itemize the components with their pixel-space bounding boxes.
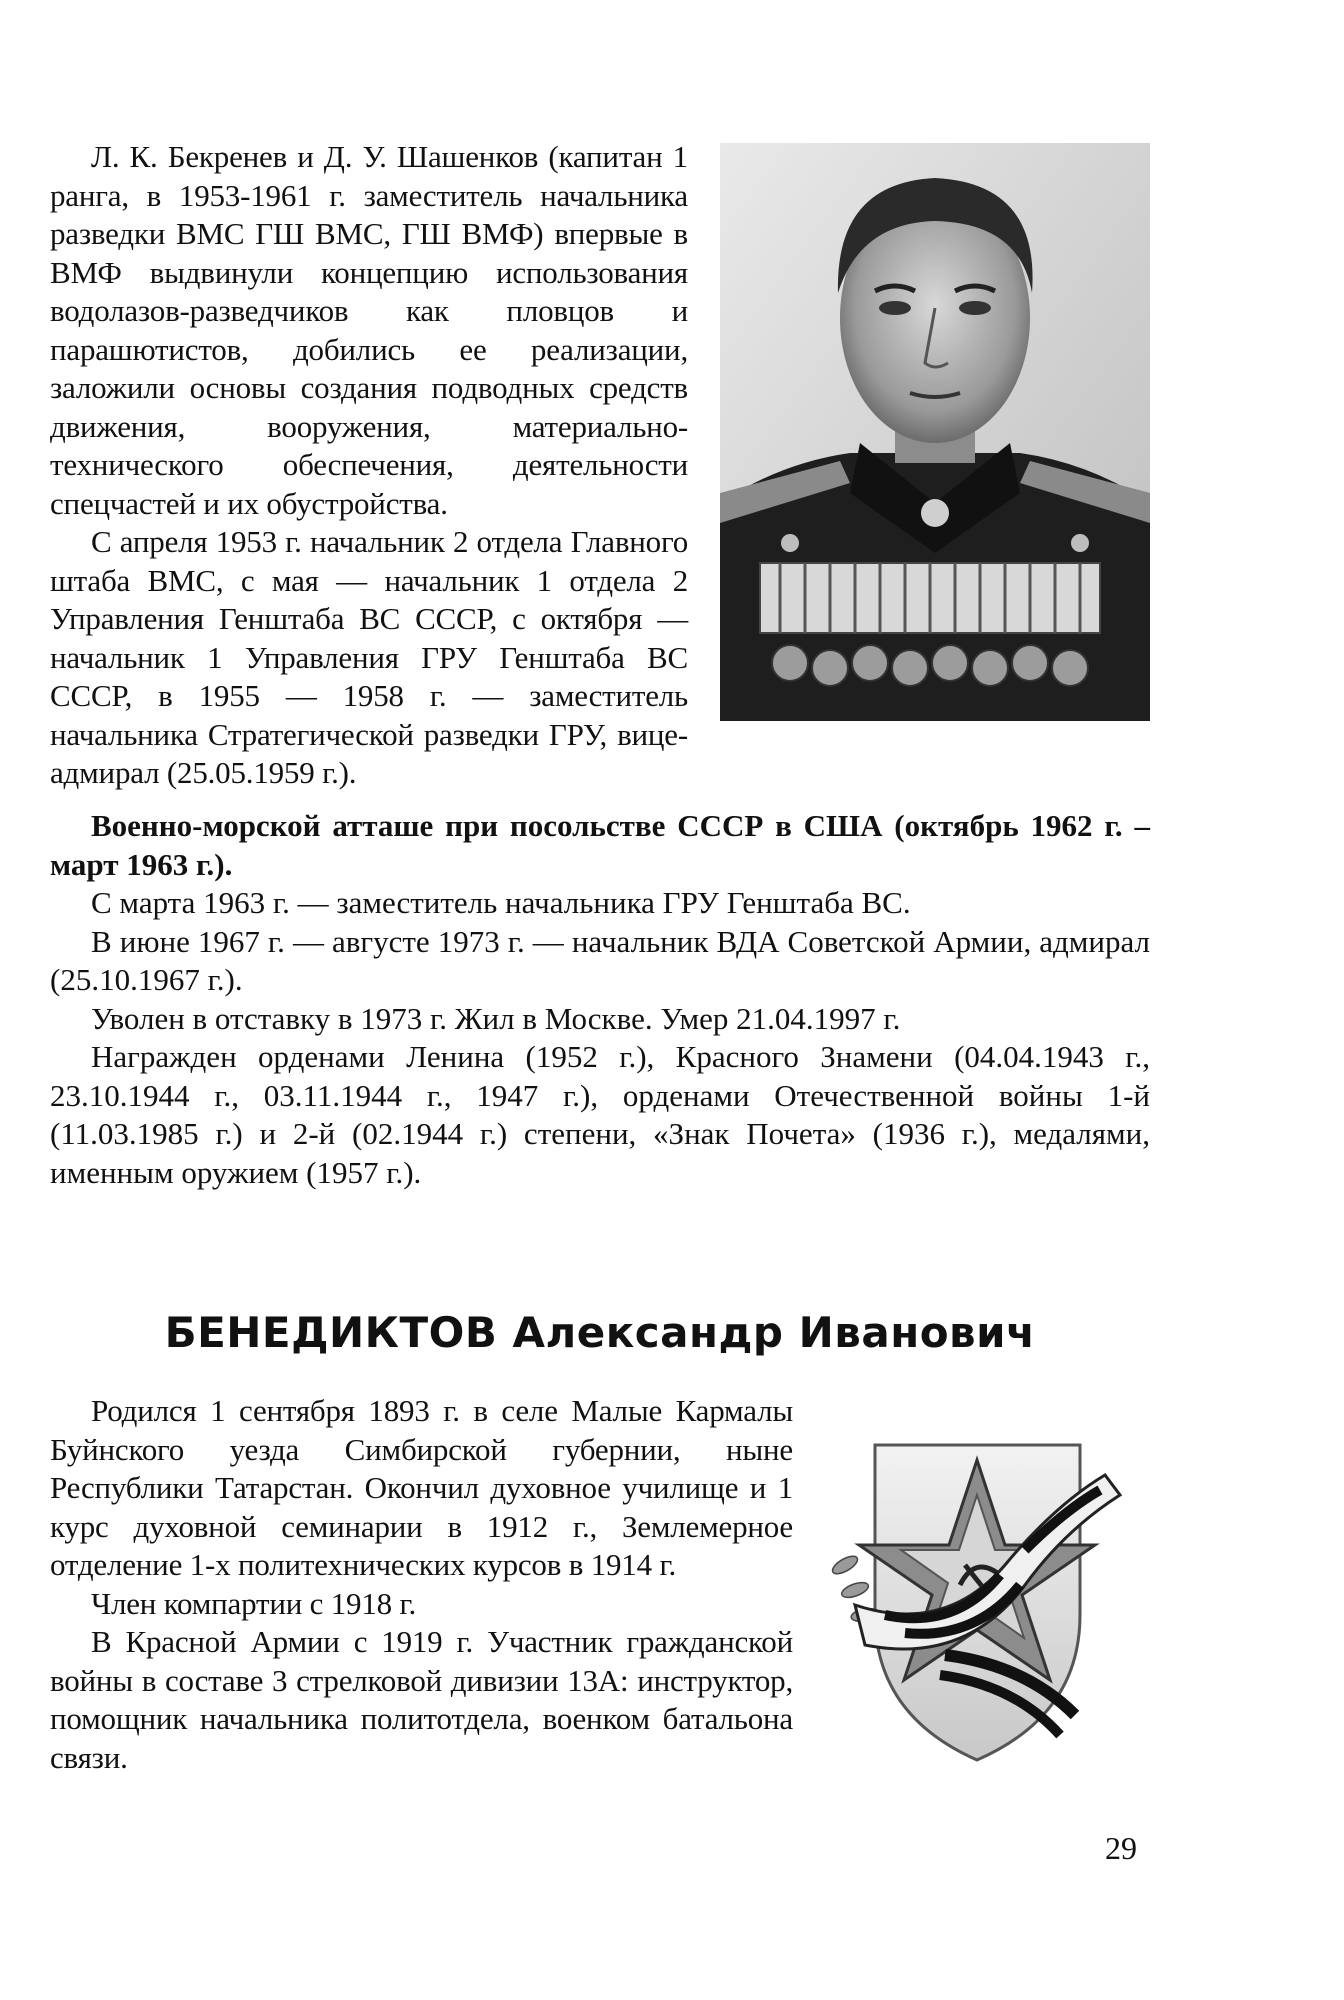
page-number: 29 (1105, 1830, 1137, 1866)
soviet-star-emblem (825, 1415, 1130, 1770)
bio1-paragraph-4: В июне 1967 г. — августе 1973 г. — начальник ВДА Советской Армии, адмирал (25.10.1967 г.). (50, 923, 1150, 997)
bio1-paragraph-6: Награжден орденами Ленина (1952 г.), Красного Знамени (04.04.1943 г., 23.10.1944 г., 03.11.1944 г., 1947 г.), орденами Отечественной войны 1-й (11.03.1985 г.) и 2-й (02.1944 г.) степени, «Знак Почета» (1936 г.), медалями, именным оружием (1957 г.). (50, 1039, 1150, 1190)
section-title: БЕНЕДИКТОВ Александр Иванович (164, 1308, 1036, 1357)
bio2-paragraph-3: В Красной Армии с 1919 г. Участник гражданской войны в составе 3 стрелковой дивизии 13А: инструктор, помощник начальника политотдела, военком батальона связи. (50, 1624, 793, 1775)
attache-heading: Военно-морской атташе при посольстве СССР в США (октябрь 1962 г. – март 1963 г.). (50, 808, 1150, 882)
bio2-paragraph-2: Член компартии с 1918 г. (91, 1585, 417, 1621)
bio1-paragraph-5: Уволен в отставку в 1973 г. Жил в Москве. Умер 21.04.1997 г. (91, 1000, 901, 1036)
bio1-paragraph-3: С марта 1963 г. — заместитель начальника ГРУ Генштаба ВС. (91, 885, 911, 920)
biography-2 (50, 1392, 793, 1777)
bio2-paragraph-1: Родился 1 сентября 1893 г. в селе Малые Кармалы Буйнского уезда Симбирской губернии, ныне Республики Татарстан. Окончил духовное училище и 1 курс духовной семинарии в 1912 г., Землемерное отделение 1-х политехнических курсов в 1914 г. (50, 1393, 793, 1582)
biography-1-continued (50, 807, 1150, 1192)
bio1-paragraph-2: С апреля 1953 г. начальник 2 отдела Главного штаба ВМС, с мая — начальник 1 отдела 2 Управления Генштаба ВС СССР, с октября — начальник 1 Управления ГРУ Генштаба ВС СССР, в 1955 — 1958 г. — заместитель начальника Стратегической разведки ГРУ, вице-адмирал (25.05.1959 г.). (50, 524, 688, 790)
portrait-photo (720, 143, 1150, 721)
biography-1-top (50, 138, 688, 793)
bio1-paragraph-1: Л. К. Бекренев и Д. У. Шашенков (капитан 1 ранга, в 1953-1961 г. заместитель начальника разведки ВМС ГШ ВМС, ГШ ВМФ) впервые в ВМФ выдвинули концепцию использования водолазов-разведчиков как пловцов и парашютистов, добились ее реализации, заложили основы создания подводных средств движения, вооружения, материально-технического обеспечения, деятельности спецчастей и их обустройства. (50, 139, 688, 521)
